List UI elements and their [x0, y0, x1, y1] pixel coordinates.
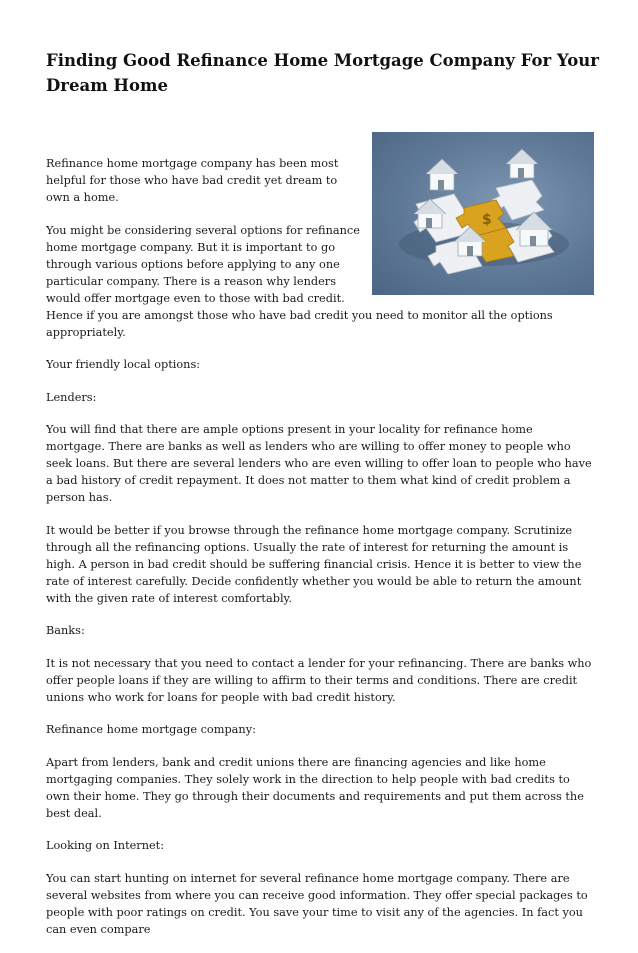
- paragraph: You might be considering several options for refinance home mortgage company. But it is important to go through various options before applying to any one particular company. There is a reason why lenders would offer mortgage even to those with bad credit. Hence if you are amongst those who have bad credit you need to monitor all the options appropriately.: [46, 223, 553, 339]
- section-label: Refinance home mortgage company:: [46, 723, 256, 736]
- section-label: Banks:: [46, 624, 85, 637]
- paragraph: It would be better if you browse through the refinance home mortgage company. Scrutinize through all the refinancing options. Usually the rate of interest for returning the amount is high. A person in bad credit should be suffering financial crisis. Hence it is better to view the rate of interest carefully. Decide confidently whether you would be able to return the amount with the given rate of interest comfortably.: [46, 523, 582, 605]
- puzzle-houses-illustration: [372, 132, 594, 295]
- dollar-sign-icon: $: [482, 212, 492, 228]
- article-title: Finding Good Refinance Home Mortgage Company For Your Dream Home: [46, 51, 599, 95]
- paragraph: You can start hunting on internet for several refinance home mortgage company. There are several websites from where you can receive good information. They offer special packages to people with poor ratings on credit. You save your time to visit any of the agencies. In fact you can even compare: [46, 871, 588, 936]
- section-label: Your friendly local options:: [46, 358, 201, 371]
- paragraph: It is not necessary that you need to contact a lender for your refinancing. There are banks who offer people loans if they are willing to affirm to their terms and conditions. There are credit unions who work for loans for people with bad credit history.: [46, 656, 592, 704]
- paragraph: Apart from lenders, bank and credit unions there are financing agencies and like home mortgaging companies. They solely work in the direction to help people with bad credits to own their home. They go through their documents and requirements and put them across the best deal.: [46, 755, 584, 820]
- puzzle-houses-icon: [372, 132, 594, 295]
- section-label: Looking on Internet:: [46, 839, 164, 852]
- section-label: Lenders:: [46, 390, 97, 404]
- article-body: [46, 155, 594, 953]
- paragraph: Refinance home mortgage company has been most helpful for those who have bad credit yet dream to own a home.: [46, 157, 339, 204]
- paragraph: You will find that there are ample options present in your locality for refinance home mortgage. There are banks as well as lenders who are willing to offer money to people who seek loans. But there are several lenders who are even willing to offer loan to people who have a bad history of credit repayment. It does not matter to them what kind of credit problem a person has.: [46, 423, 592, 504]
